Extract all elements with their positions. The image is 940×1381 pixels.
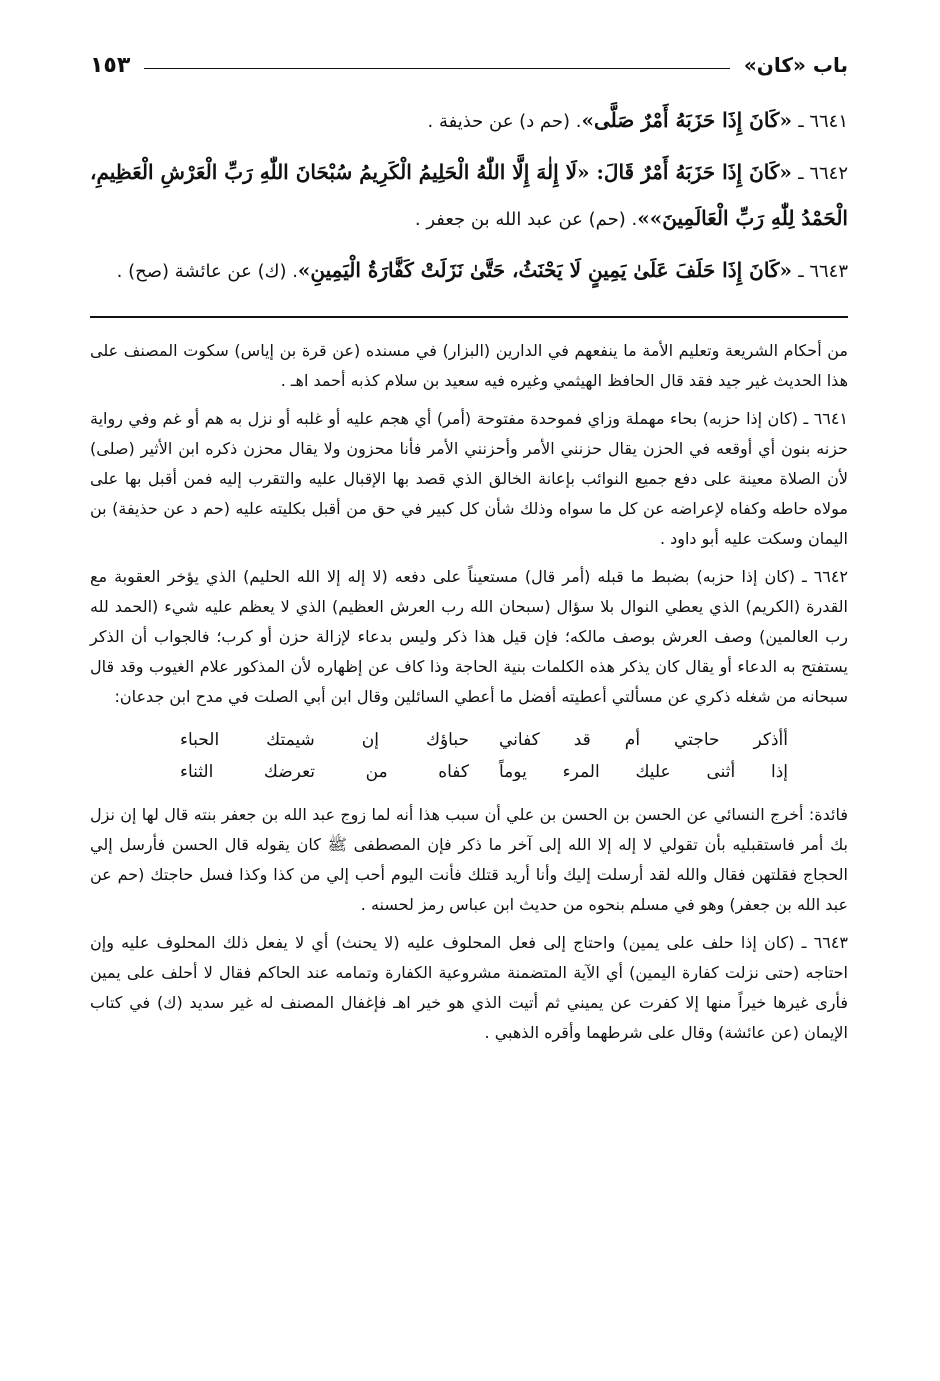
hadith-text: «كَانَ إِذَا حَزَبَهُ أَمْرٌ صَلَّى» xyxy=(581,108,792,132)
page xyxy=(90,40,848,1351)
hadith-number: ٦٦٤٣ ـ xyxy=(798,261,848,282)
hadith-text: «كَانَ إِذَا حَلَفَ عَلَىٰ يَمِينٍ لَا يَحْنَثُ، حَتَّىٰ نَزَلَتْ كَفَّارَةُ الْيَمِينِ» xyxy=(297,258,792,282)
footnote-divider xyxy=(90,316,848,318)
hadith-6642 xyxy=(90,150,848,242)
hadith-number: ٦٦٤١ ـ xyxy=(798,111,848,132)
hadith-6641 xyxy=(90,98,848,144)
poem-verses xyxy=(90,720,848,792)
hadith-number: ٦٦٤٢ ـ xyxy=(798,163,848,184)
poem-hemistich: إذا أثنى عليك المرء يوماً xyxy=(499,762,788,782)
commentary-paragraph: من أحكام الشريعة وتعليم الأمة ما ينفعهم في الدارين (البزار) في مسنده (عن قرة بن إياس) سكوت المصنف على هذا الحديث غير جيد فقد قال الحافظ الهيثمي وغيره فيه سعيد بن سلام كذبه أحمد اهـ . xyxy=(90,341,848,390)
hadith-6643 xyxy=(90,248,848,294)
poem-hemistich: حباؤك إن شيمتك الحباء xyxy=(180,730,469,750)
hadith-reference: . (حم د) عن حذيفة . xyxy=(427,111,582,132)
page-header xyxy=(90,40,848,90)
hadith-reference: . (ك) عن عائشة (صح) . xyxy=(116,261,298,282)
hadith-text: «كَانَ إِذَا حَزَبَهُ أَمْرٌ قَالَ: «لَا إِلٰهَ إِلَّا اللّٰهُ الْحَلِيمُ الْكَرِيمُ سُبْحَانَ اللّٰهِ رَبِّ الْعَرْشِ الْعَظِيمِ، الْحَمْدُ لِلّٰهِ رَبِّ الْعَالَمِينَ»» xyxy=(90,160,848,230)
commentary-paragraph-6643: ٦٦٤٣ ـ (كان إذا حلف على يمين) واحتاج إلى فعل المحلوف عليه (لا يحنث) أي لا يفعل ذلك المحلوف عليه وإن احتاجه (حتى نزلت كفارة اليمين) أي الآية المتضمنة مشروعية الكفارة وتمامه عند الحاكم فقال لا أحلف على يمين فأرى غيرها خيراً منها إلا كفرت عن يميني ثم أتيت الذي هو خير اهـ فإغفال المصنف له غير سديد (ك) في كتاب الإيمان (عن عائشة) وقال على شرطهما وأقره الذهبي . xyxy=(90,933,848,1042)
poem-hemistich: أأذكر حاجتي أم قد كفاني xyxy=(499,730,788,750)
page-number: ١٥٣ xyxy=(90,52,131,78)
main-text xyxy=(90,98,848,294)
header-rule xyxy=(144,68,730,69)
commentary-paragraph-6641: ٦٦٤١ ـ (كان إذا حزبه) بحاء مهملة وزاي فموحدة مفتوحة (أمر) أي هجم عليه أو غلبه أو نزل به هم أو غم وفي رواية حزنه بنون أي أوقعه في الحزن يقال حزنني الأمر وأحزنني الأمر فأنا محزون ولا يقال محزن ذكره ابن الأثير (صلى) لأن الصلاة معينة على دفع جميع النوائب بإعانة الخالق الذي قصد بها الإقبال عليه والتقرب إليه فمن أقبل بها على مولاه حاطه وكفاه لإعراضه عن كل ما سواه وذلك شأن كل كبير في حق من أقبل بكليته عليه (حم د عن حذيفة) بن اليمان وسكت عليه أبو داود . xyxy=(90,409,848,548)
poem-hemistich: كفاه من تعرضك الثناء xyxy=(180,762,469,782)
hadith-reference: . (حم) عن عبد الله بن جعفر . xyxy=(414,209,638,230)
chapter-title: باب «كان» xyxy=(743,53,848,77)
commentary xyxy=(90,336,848,1048)
commentary-paragraph-6642: ٦٦٤٢ ـ (كان إذا حزبه) بضبط ما قبله (أمر قال) مستعيناً على دفعه (لا إله إلا الله الحليم) الذي يؤخر العقوبة مع القدرة (الكريم) الذي يعطي النوال بلا سؤال (سبحان الله رب العرش العظيم) الذي لا يعظم عليه شيء (الحمد لله رب العالمين) وصف العرش بوصف مالكه؛ فإن قيل هذا ذكر وليس بدعاء لإزالة حزن أو كرب؛ فالجواب أن الذكر يستفتح به الدعاء أو يقال كان يذكر هذه الكلمات بنية الحاجة وذا كاف عن إظهاره لأن المذكور علام الغيوب وقد قال سبحانه من شغله ذكري عن مسألتي أعطيته أفضل ما أعطي السائلين وقال ابن أبي الصلت في مدح ابن جدعان: xyxy=(90,567,848,706)
commentary-benefit-note: فائدة: أخرج النسائي عن الحسن بن الحسن بن علي أن سبب هذا أنه لما زوج عبد الله بن جعفر بنته قال لها إن نزل بك أمر فاستقبليه بأن تقولي لا إله إلا الله إلى آخر ما ذكر فإن المصطفى ﷺ كان يقوله قال الحسن فأرسل إلي الحجاج فقلتهن فقال والله لقد أرسلت إليك وأنا أريد قتلك فأنت اليوم أحب إلي من كذا وكذا فسل حاجتك (حم عن عبد الله بن جعفر) وهو في مسلم بنحوه من حديث ابن عباس رمز لحسنه . xyxy=(90,805,848,914)
